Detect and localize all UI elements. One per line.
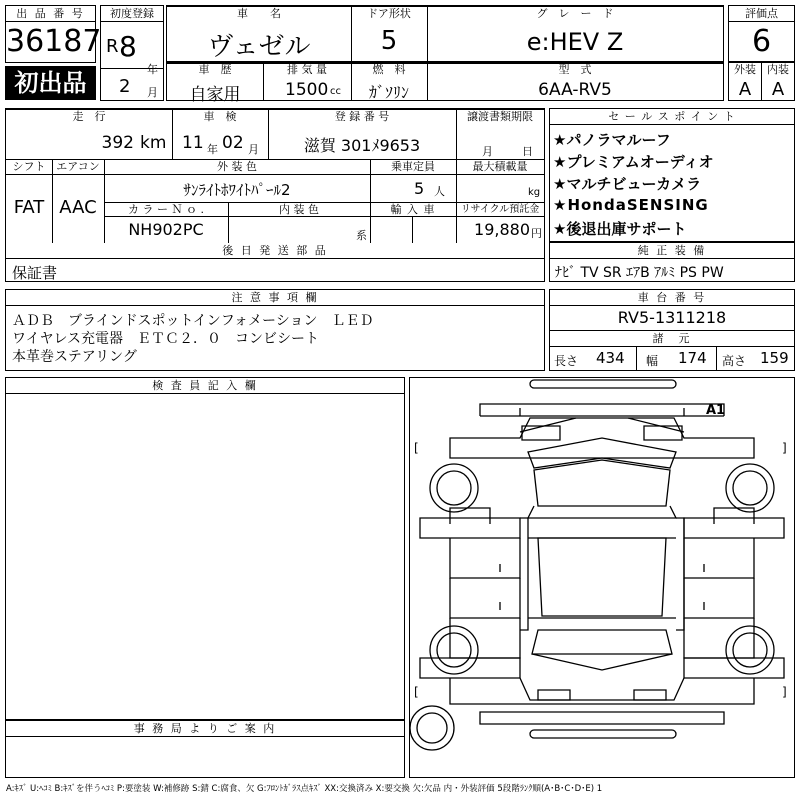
- bracket-open: [: [414, 441, 419, 455]
- bracket-close: ]: [782, 441, 787, 455]
- era-symbol: R: [106, 36, 119, 57]
- notes-cell: [5, 289, 545, 371]
- car-body-diagram: [410, 378, 794, 777]
- shift: FAT: [13, 197, 45, 218]
- grade: e:HEV Z: [526, 28, 624, 56]
- mileage: 392: [101, 133, 134, 153]
- inspection-label: 車 検: [203, 110, 237, 123]
- plate: 滋賀 301ﾒ9653: [303, 136, 421, 155]
- first-listing-badge: [5, 66, 96, 100]
- chassis-label: 車 台 番 号: [550, 290, 794, 306]
- genuine-equipment: ﾅﾋﾞ TV SR ｴｱB ｱﾙﾐ PS PW: [555, 265, 724, 281]
- sales-points-cell: [549, 108, 795, 242]
- bracket-close: ]: [782, 685, 787, 699]
- exterior-grade: A: [738, 79, 752, 100]
- office-notes-label: 事 務 局 よ り ご 案 内: [6, 721, 404, 737]
- car-info-row: [166, 5, 724, 64]
- transfer-day-unit: 日: [522, 145, 533, 158]
- mileage-label: 走 行: [72, 110, 106, 123]
- score-cell: [728, 5, 795, 63]
- history-label: 車 歴: [198, 63, 232, 76]
- interior-label: 内装: [767, 63, 789, 76]
- car-name-label: 車 名: [237, 7, 281, 20]
- notes-line: ＡＤＢ ブラインドスポットインフォメーション ＬＥＤ: [12, 313, 374, 329]
- capacity: 5: [414, 179, 425, 198]
- ext-int-grade-cell: [728, 61, 795, 101]
- later-parts: 保証書: [12, 264, 58, 282]
- displacement: 1500: [285, 80, 329, 100]
- inspection-month: 02: [222, 133, 244, 153]
- sales-point-item: ★HondaSENSING: [553, 196, 709, 214]
- doors: 5: [380, 26, 398, 56]
- height-label: 高さ: [722, 354, 747, 368]
- inspector-notes-label: 検 査 員 記 入 欄: [6, 378, 404, 394]
- lot-number: 36187: [6, 24, 102, 59]
- inspection-month-unit: 月: [248, 143, 259, 156]
- inspection-year-unit: 年: [207, 143, 218, 156]
- fuel: ｶﾞｿﾘﾝ: [368, 83, 409, 102]
- inspection-year: 11: [182, 133, 204, 153]
- grade-label: グ レ ー ド: [536, 7, 614, 20]
- color-no-label: カ ラ ー Ｎ ｏ .: [128, 203, 204, 216]
- car-diagram-cell: [409, 377, 795, 778]
- door-label: ドア形状: [367, 7, 411, 20]
- sales-point-item: ★パノラマルーフ: [553, 131, 671, 149]
- vehicle-detail-grid: [5, 108, 545, 282]
- aircon: AAC: [59, 197, 97, 218]
- office-notes-cell: [5, 720, 405, 778]
- month-unit: 月: [147, 86, 158, 99]
- sales-points-label: セ ー ル ス ポ イ ン ト: [550, 109, 794, 125]
- first-registration-cell: [100, 5, 164, 101]
- first-listing-badge-text: 初出品: [14, 69, 87, 97]
- dimensions-label: 諸 元: [550, 331, 794, 347]
- model-label: 型 式: [558, 63, 592, 76]
- fuel-label: 燃 料: [372, 63, 406, 76]
- recycle-label: リサイクル預託金: [460, 204, 540, 215]
- car-name: ヴェゼル: [207, 32, 311, 62]
- aircon-label: エアコン: [56, 160, 100, 173]
- spec-row: [166, 61, 724, 105]
- transfer-month-unit: 月: [482, 145, 493, 158]
- chassis-cell: [549, 289, 795, 331]
- height: 159: [760, 349, 789, 367]
- damage-mark-a1: A1: [706, 403, 726, 418]
- dimensions-cell: [549, 330, 795, 371]
- sales-point-item: ★後退出庫サポート: [553, 220, 687, 238]
- recycle: 19,880: [474, 220, 530, 239]
- first-registration-label: 初度登録: [101, 6, 163, 22]
- max-load-label: 最大積載量: [472, 160, 528, 173]
- bracket-open: [: [414, 685, 419, 699]
- notes-label: 注 意 事 項 欄: [6, 290, 544, 306]
- damage-legend: A:ｷｽﾞ U:ﾍｺﾐ B:ｷｽﾞを伴うﾍｺﾐ P:要塗装 W:補修跡 S:錆 C:腐食、欠 G:ﾌﾛﾝﾄｶﾞﾗｽ点ｷｽﾞ XX:交換済み X:要交換 欠:欠品 内・外装評価 5段階ﾗﾝｸ順(A･B･C･D･E) 1: [6, 784, 603, 794]
- later-parts-label: 後 日 発 送 部 品: [6, 243, 544, 259]
- interior-grade: A: [771, 79, 785, 100]
- mileage-unit: km: [140, 133, 167, 153]
- chassis-number: RV5-1311218: [617, 308, 727, 327]
- length-label: 長さ: [554, 354, 579, 368]
- color-no: NH902PC: [128, 220, 204, 239]
- inspector-notes-cell: [5, 377, 405, 720]
- int-color-unit: 系: [356, 229, 367, 242]
- import-label: 輸 入 車: [390, 203, 436, 216]
- lot-number-cell: [5, 5, 102, 63]
- max-load-unit: kg: [528, 187, 541, 198]
- model: 6AA-RV5: [538, 80, 612, 100]
- year-unit: 年: [147, 63, 158, 76]
- transfer-label: 譲渡書類期限: [467, 110, 533, 123]
- ext-color-label: 外 装 色: [217, 160, 257, 173]
- genuine-equipment-label: 純 正 装 備: [550, 243, 794, 259]
- score: 6: [751, 24, 772, 59]
- recycle-unit: 円: [531, 227, 542, 240]
- history: 自家用: [189, 85, 241, 105]
- capacity-unit: 人: [434, 185, 445, 198]
- int-color-label: 内 装 色: [279, 203, 319, 216]
- score-label: 評価点: [729, 6, 794, 22]
- sales-point-item: ★プレミアムオーディオ: [553, 153, 714, 171]
- width: 174: [678, 349, 707, 367]
- exterior-label: 外装: [734, 63, 756, 76]
- first-registration-year: 8: [119, 30, 137, 63]
- width-label: 幅: [646, 354, 659, 368]
- lot-number-label: 出 品 番 号: [6, 6, 95, 22]
- capacity-label: 乗車定員: [391, 160, 435, 173]
- displacement-label: 排 気 量: [287, 63, 327, 76]
- length: 434: [596, 349, 625, 367]
- genuine-equipment-cell: [549, 242, 795, 282]
- shift-label: シフト: [12, 160, 46, 173]
- notes-line: 本革巻ステアリング: [12, 349, 137, 365]
- plate-label: 登 録 番 号: [334, 110, 390, 123]
- notes-line: ワイヤレス充電器 ＥＴＣ２．０ コンビシート: [12, 331, 320, 347]
- ext-color: ｻﾝﾗｲﾄﾎﾜｲﾄﾊﾟｰﾙ2: [183, 181, 291, 199]
- sales-point-item: ★マルチビューカメラ: [553, 175, 702, 193]
- first-registration-month: 2: [119, 76, 131, 97]
- displacement-unit: cc: [330, 86, 341, 97]
